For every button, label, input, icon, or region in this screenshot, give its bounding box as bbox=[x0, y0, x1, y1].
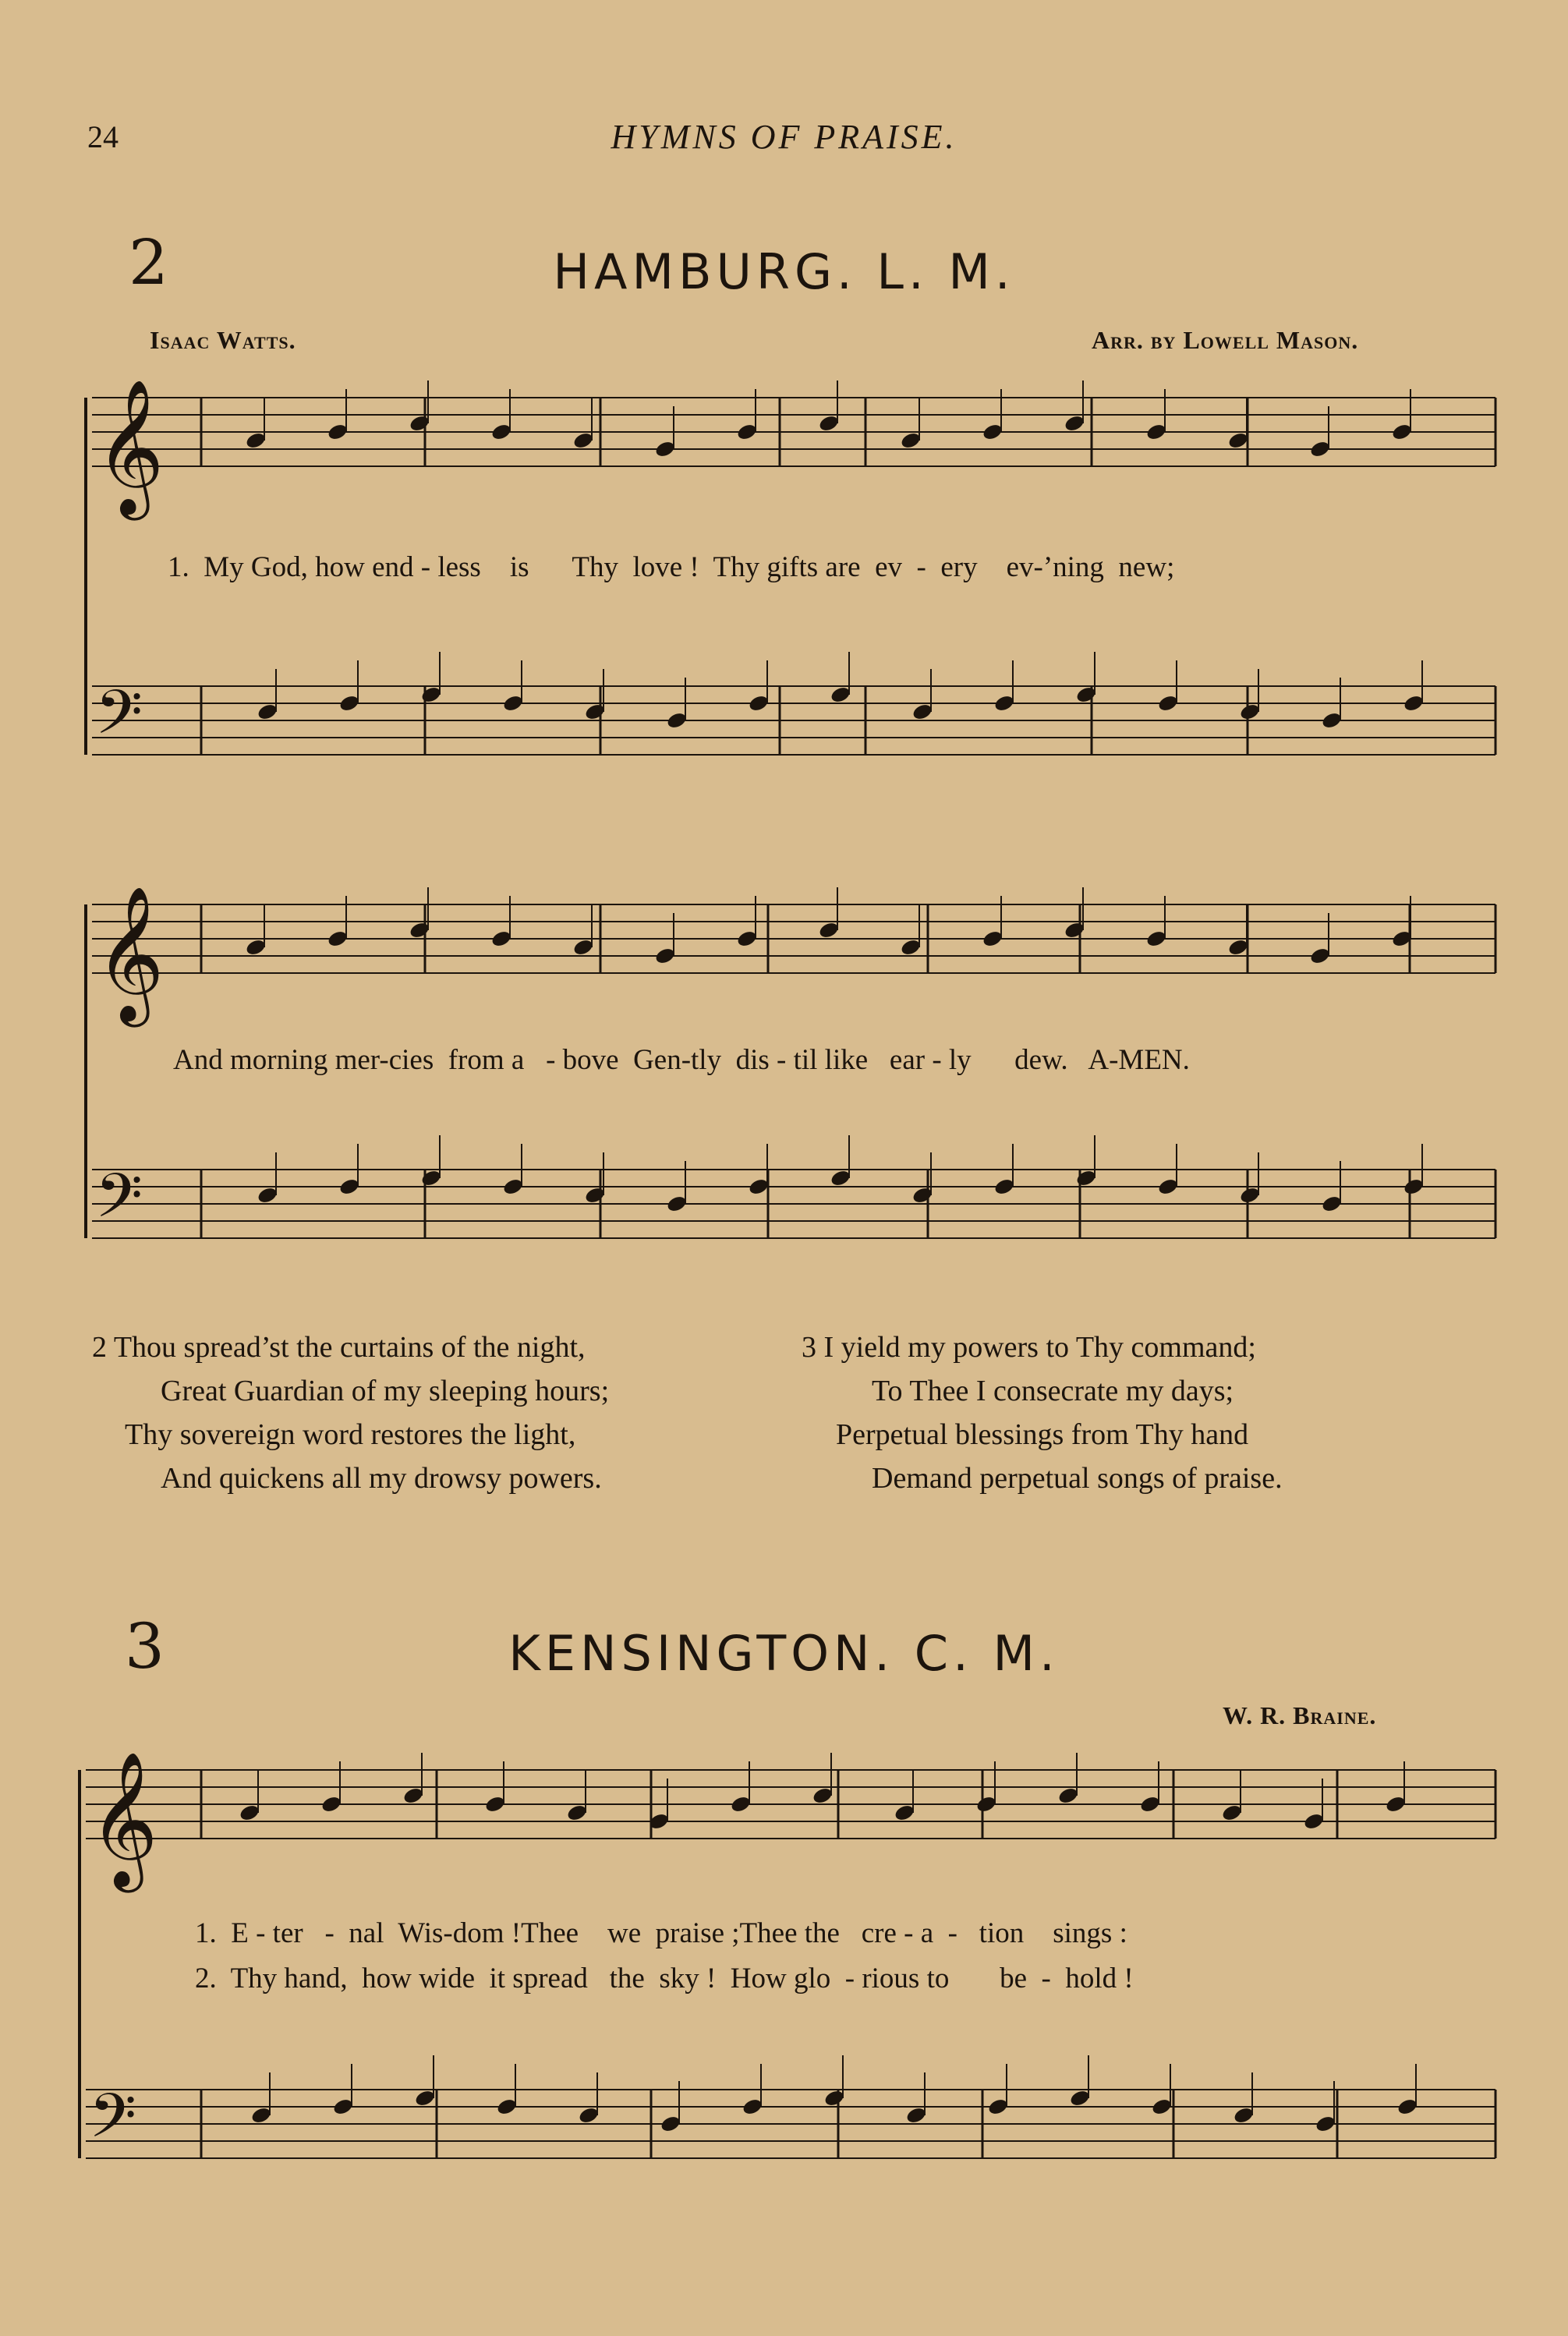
note-head bbox=[572, 431, 595, 451]
note-head bbox=[1227, 938, 1250, 957]
note-head bbox=[420, 1169, 443, 1188]
note-head bbox=[1064, 921, 1086, 940]
note-head bbox=[1303, 1812, 1326, 1832]
note-head bbox=[320, 1795, 343, 1814]
clef-icon: 𝄞 bbox=[95, 379, 165, 515]
note-head bbox=[257, 703, 279, 722]
note-head bbox=[484, 1795, 507, 1814]
note-head bbox=[1145, 929, 1168, 949]
lyrics-line: 1. My God, how end - less is Thy love ! Thy gifts are ev - ery ev-’ning new; bbox=[168, 551, 1175, 583]
verse-line: To Thee I consecrate my days; bbox=[872, 1375, 1234, 1407]
note-head bbox=[1221, 1803, 1244, 1823]
hymn-number: 3 bbox=[125, 1610, 165, 1683]
note-head bbox=[402, 1786, 425, 1806]
note-head bbox=[654, 440, 677, 459]
note-head bbox=[1239, 703, 1262, 722]
note-head bbox=[490, 423, 513, 442]
note-head bbox=[578, 2106, 600, 2125]
note-head bbox=[982, 423, 1004, 442]
clef-icon: 𝄢 bbox=[95, 1161, 143, 1247]
note-head bbox=[1139, 1795, 1162, 1814]
lyrics-line: 1. E - ter - nal Wis-dom !Thee we praise ;Thee the cre - a - tion sings : bbox=[195, 1917, 1127, 1949]
hymn-music-credit: Arr. by Lowell Mason. bbox=[1092, 326, 1359, 354]
verse-line: And quickens all my drowsy powers. bbox=[161, 1462, 602, 1495]
note-head bbox=[1385, 1795, 1407, 1814]
clef-icon: 𝄢 bbox=[95, 678, 143, 763]
note-head bbox=[1227, 431, 1250, 451]
note-head bbox=[1309, 440, 1332, 459]
note-head bbox=[584, 703, 607, 722]
note-head bbox=[245, 938, 267, 957]
note-head bbox=[894, 1803, 916, 1823]
note-head bbox=[660, 2115, 682, 2134]
verse-number: 2 bbox=[92, 1331, 107, 1364]
note-head bbox=[409, 414, 431, 434]
verse-line: Perpetual blessings from Thy hand bbox=[836, 1418, 1249, 1451]
hymn-title: KENSINGTON. C. M. bbox=[508, 1625, 1060, 1682]
note-head bbox=[496, 2097, 519, 2117]
note-head bbox=[1075, 1169, 1098, 1188]
note-head bbox=[1069, 2089, 1092, 2108]
note-head bbox=[1233, 2106, 1255, 2125]
note-head bbox=[502, 1177, 525, 1197]
note-head bbox=[1391, 423, 1414, 442]
verse-line: Thou spread’st the curtains of the night, bbox=[113, 1331, 586, 1364]
note-head bbox=[911, 703, 934, 722]
note-head bbox=[982, 929, 1004, 949]
note-head bbox=[245, 431, 267, 451]
note-head bbox=[993, 1177, 1016, 1197]
verse-number: 3 bbox=[802, 1331, 816, 1364]
note-head bbox=[742, 2097, 764, 2117]
clef-icon: 𝄞 bbox=[95, 886, 165, 1021]
note-head bbox=[338, 1177, 361, 1197]
note-head bbox=[1145, 423, 1168, 442]
clef-icon: 𝄢 bbox=[89, 2081, 137, 2167]
note-head bbox=[830, 1169, 852, 1188]
note-head bbox=[730, 1795, 752, 1814]
note-head bbox=[1064, 414, 1086, 434]
lyrics-line: And morning mer-cies from a - bove Gen-tly dis - til like ear - ly dew. A-MEN. bbox=[173, 1044, 1190, 1076]
note-head bbox=[490, 929, 513, 949]
note-head bbox=[1403, 694, 1425, 713]
note-head bbox=[1157, 1177, 1180, 1197]
note-head bbox=[1151, 2097, 1173, 2117]
verse-line: Demand perpetual songs of praise. bbox=[872, 1462, 1283, 1495]
hymn-number: 2 bbox=[129, 226, 168, 299]
hymn-music-credit: W. R. Braine. bbox=[1223, 1701, 1377, 1729]
note-head bbox=[1239, 1186, 1262, 1205]
note-head bbox=[1315, 2115, 1337, 2134]
note-head bbox=[818, 414, 841, 434]
note-head bbox=[584, 1186, 607, 1205]
note-head bbox=[823, 2089, 846, 2108]
hymn-words-credit: Isaac Watts. bbox=[150, 326, 296, 354]
note-head bbox=[409, 921, 431, 940]
note-head bbox=[654, 947, 677, 966]
verse-line: I yield my powers to Thy command; bbox=[823, 1331, 1256, 1364]
note-head bbox=[736, 423, 759, 442]
note-head bbox=[338, 694, 361, 713]
note-head bbox=[975, 1795, 998, 1814]
note-head bbox=[502, 694, 525, 713]
note-head bbox=[911, 1186, 934, 1205]
note-head bbox=[1157, 694, 1180, 713]
verse-line: Thy sovereign word restores the light, bbox=[125, 1418, 576, 1451]
note-head bbox=[900, 938, 922, 957]
note-head bbox=[327, 929, 349, 949]
note-head bbox=[830, 685, 852, 705]
note-head bbox=[900, 431, 922, 451]
verse-line: Great Guardian of my sleeping hours; bbox=[161, 1375, 610, 1407]
note-head bbox=[905, 2106, 928, 2125]
note-head bbox=[1057, 1786, 1080, 1806]
note-head bbox=[1075, 685, 1098, 705]
note-head bbox=[1321, 711, 1343, 731]
clef-icon: 𝄞 bbox=[89, 1751, 158, 1887]
note-head bbox=[420, 685, 443, 705]
note-head bbox=[818, 921, 841, 940]
note-head bbox=[239, 1803, 261, 1823]
note-head bbox=[748, 1177, 770, 1197]
note-head bbox=[1396, 2097, 1419, 2117]
note-head bbox=[250, 2106, 273, 2125]
note-head bbox=[566, 1803, 589, 1823]
note-head bbox=[257, 1186, 279, 1205]
hymn-title: HAMBURG. L. M. bbox=[553, 243, 1015, 300]
note-head bbox=[987, 2097, 1010, 2117]
note-head bbox=[414, 2089, 437, 2108]
note-head bbox=[812, 1786, 834, 1806]
note-head bbox=[1403, 1177, 1425, 1197]
note-head bbox=[993, 694, 1016, 713]
page-number: 24 bbox=[87, 119, 119, 154]
note-head bbox=[666, 1195, 688, 1214]
note-head bbox=[736, 929, 759, 949]
running-head: HYMNS OF PRAISE. bbox=[611, 118, 957, 156]
note-head bbox=[327, 423, 349, 442]
note-head bbox=[572, 938, 595, 957]
lyrics-line: 2. Thy hand, how wide it spread the sky ! How glo - rious to be - hold ! bbox=[195, 1963, 1134, 1994]
note-head bbox=[1309, 947, 1332, 966]
note-head bbox=[748, 694, 770, 713]
note-head bbox=[332, 2097, 355, 2117]
note-head bbox=[666, 711, 688, 731]
note-head bbox=[1321, 1195, 1343, 1214]
